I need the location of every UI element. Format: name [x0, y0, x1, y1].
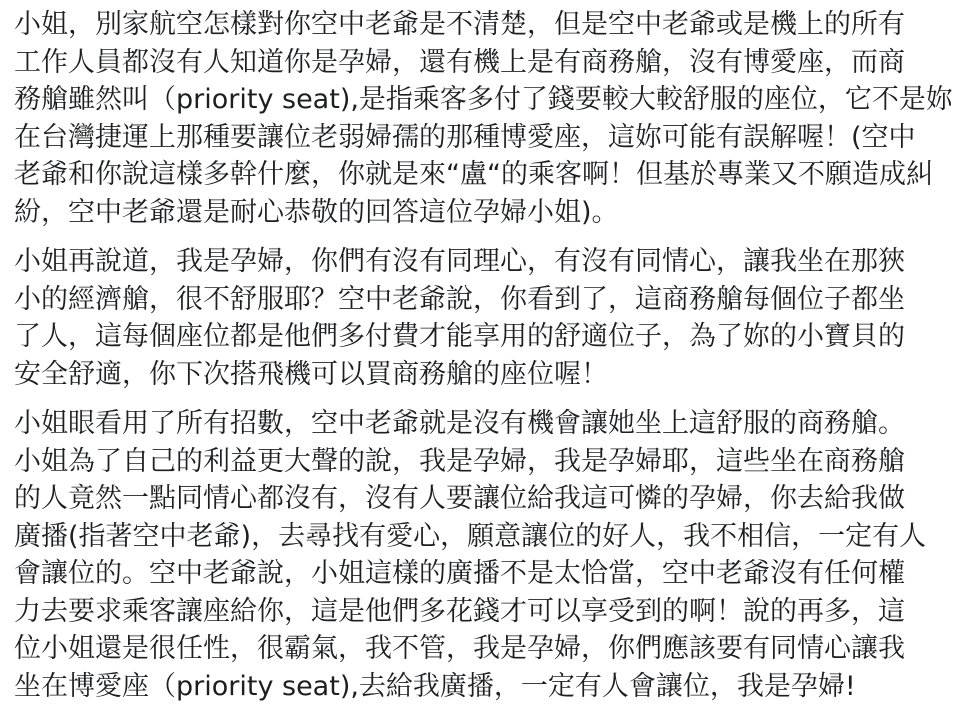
- paragraph-3: [14, 405, 956, 705]
- text-line: 廣播(指著空中老爺)，去尋找有愛心，願意讓位的好人，我不相信，一定有人: [14, 520, 927, 552]
- text-line: 小姐，別家航空怎樣對你空中老爺是不清楚，但是空中老爺或是機上的所有: [14, 9, 905, 40]
- text-line: 安全舒適，你下次搭飛機可以買商務艙的座位喔！: [14, 358, 608, 390]
- text-line: 力去要求乘客讓座給你，這是他們多花錢才可以享受到的啊！說的再多，這: [14, 595, 905, 627]
- text-line: 的人竟然一點同情心都沒有，沒有人要讓位給我這可憐的孕婦，你去給我做: [14, 483, 905, 514]
- text-line: 坐在博愛座（priority seat),去給我廣播，一定有人會讓位，我是孕婦!: [14, 670, 856, 702]
- paragraph-2: [14, 243, 956, 393]
- text-line: 在台灣捷運上那種要讓位老弱婦孺的那種博愛座，這妳可能有誤解喔！(空中: [14, 121, 916, 153]
- text-line: 務艙雖然叫（priority seat),是指乘客多付了錢要較大較舒服的座位，它不是妳: [14, 84, 953, 115]
- text-line: 位小姐還是很任性，很霸氣，我不管，我是孕婦，你們應該要有同情心讓我: [14, 633, 905, 664]
- text-line: 老爺和你說這樣多幹什麼，你就是來“盧“的乘客啊！但基於專業又不願造成糾: [14, 159, 933, 190]
- text-line: 小姐眼看用了所有招數，空中老爺就是沒有機會讓她坐上這舒服的商務艙。: [14, 408, 905, 439]
- text-line: 工作人員都沒有人知道你是孕婦，還有機上是有商務艙，沒有博愛座，而商: [14, 46, 905, 78]
- text-line: 小姐再說道，我是孕婦，你們有沒有同理心，有沒有同情心，讓我坐在那狹: [14, 246, 905, 277]
- text-line: 小的經濟艙，很不舒服耶？空中老爺說，你看到了，這商務艙每個位子都坐: [14, 283, 905, 315]
- text-line: 小姐為了自己的利益更大聲的說，我是孕婦，我是孕婦耶，這些坐在商務艙: [14, 445, 905, 477]
- paragraph-1: [14, 6, 956, 231]
- text-line: 紛，空中老爺還是耐心恭敬的回答這位孕婦小姐)。: [14, 196, 619, 228]
- text-line: 了人，這每個座位都是他們多付費才能享用的舒適位子，為了妳的小寶貝的: [14, 321, 905, 352]
- text-line: 會讓位的。空中老爺說，小姐這樣的廣播不是太恰當，空中老爺沒有任何權: [14, 558, 905, 589]
